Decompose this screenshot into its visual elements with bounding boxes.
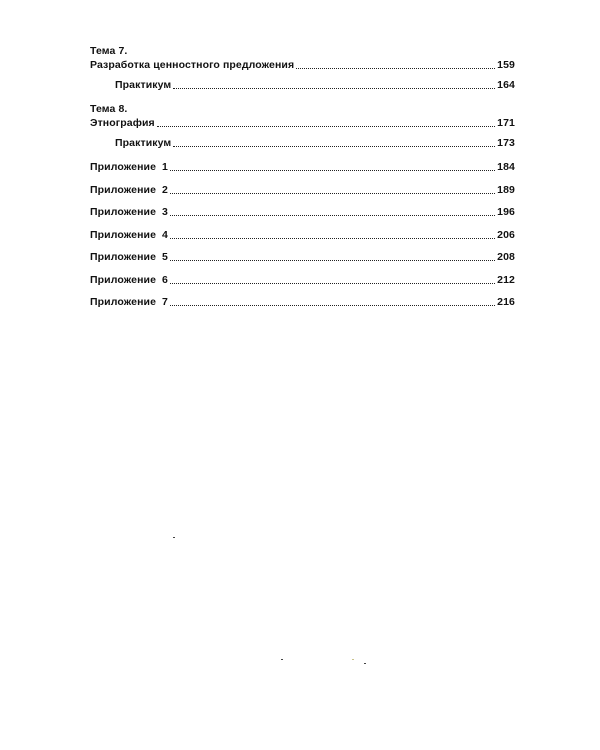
appendix-label: Приложение 7 — [90, 296, 168, 308]
dot-leader — [170, 283, 495, 284]
toc-entry-appendix-5[interactable] — [90, 250, 515, 264]
topic-8-title: Этнография — [90, 117, 155, 129]
page-number: 208 — [497, 251, 515, 263]
topic-8-practicum: Практикум — [115, 137, 172, 149]
appendix-label: Приложение 5 — [90, 251, 168, 263]
topic-8-heading: Тема 8. — [90, 103, 128, 115]
toc-entry-appendix-7[interactable] — [90, 295, 515, 309]
dot-leader — [296, 68, 495, 69]
appendix-label: Приложение 1 — [90, 161, 168, 173]
dot-leader — [170, 260, 495, 261]
dot-leader — [170, 193, 495, 194]
dot-leader — [170, 170, 495, 171]
page-number: 189 — [497, 183, 515, 196]
page-number: 216 — [497, 296, 515, 308]
page-number: 164 — [497, 79, 515, 91]
page-number: 173 — [497, 137, 515, 149]
topic-7-heading: Тема 7. — [90, 45, 128, 57]
dot-leader — [170, 215, 495, 216]
toc-entry-appendix-6[interactable] — [90, 273, 515, 287]
page-number: 212 — [497, 273, 515, 286]
page-number: 206 — [497, 228, 515, 241]
scan-speck — [281, 659, 283, 660]
page-number: 159 — [497, 59, 515, 71]
dot-leader — [157, 126, 495, 127]
toc-topic-7 — [90, 44, 515, 92]
dot-leader — [173, 146, 495, 147]
topic-7-title: Разработка ценностного предложения — [90, 59, 295, 71]
dot-leader — [170, 238, 495, 239]
scan-speck — [352, 659, 354, 660]
toc-entry-appendix-1[interactable] — [90, 160, 515, 174]
appendix-label: Приложение 3 — [90, 206, 168, 218]
dot-leader — [173, 88, 495, 89]
toc-entry[interactable] — [90, 136, 515, 150]
appendix-label: Приложение 2 — [90, 183, 168, 196]
toc-entry[interactable] — [90, 58, 515, 72]
toc-entry[interactable] — [90, 116, 515, 130]
page-number: 196 — [497, 206, 515, 218]
page-number: 171 — [497, 117, 515, 129]
toc-entry-appendix-3[interactable] — [90, 205, 515, 219]
topic-7-practicum: Практикум — [115, 79, 172, 91]
table-of-contents — [90, 44, 515, 318]
appendix-label: Приложение 4 — [90, 228, 168, 241]
toc-topic-8 — [90, 102, 515, 150]
page-number: 184 — [497, 161, 515, 173]
appendix-label: Приложение 6 — [90, 273, 168, 286]
dot-leader — [170, 305, 495, 306]
toc-entry-appendix-4[interactable] — [90, 228, 515, 242]
scan-speck — [173, 537, 175, 538]
scan-speck — [364, 663, 366, 664]
toc-entry-appendix-2[interactable] — [90, 183, 515, 197]
toc-entry[interactable] — [90, 78, 515, 92]
